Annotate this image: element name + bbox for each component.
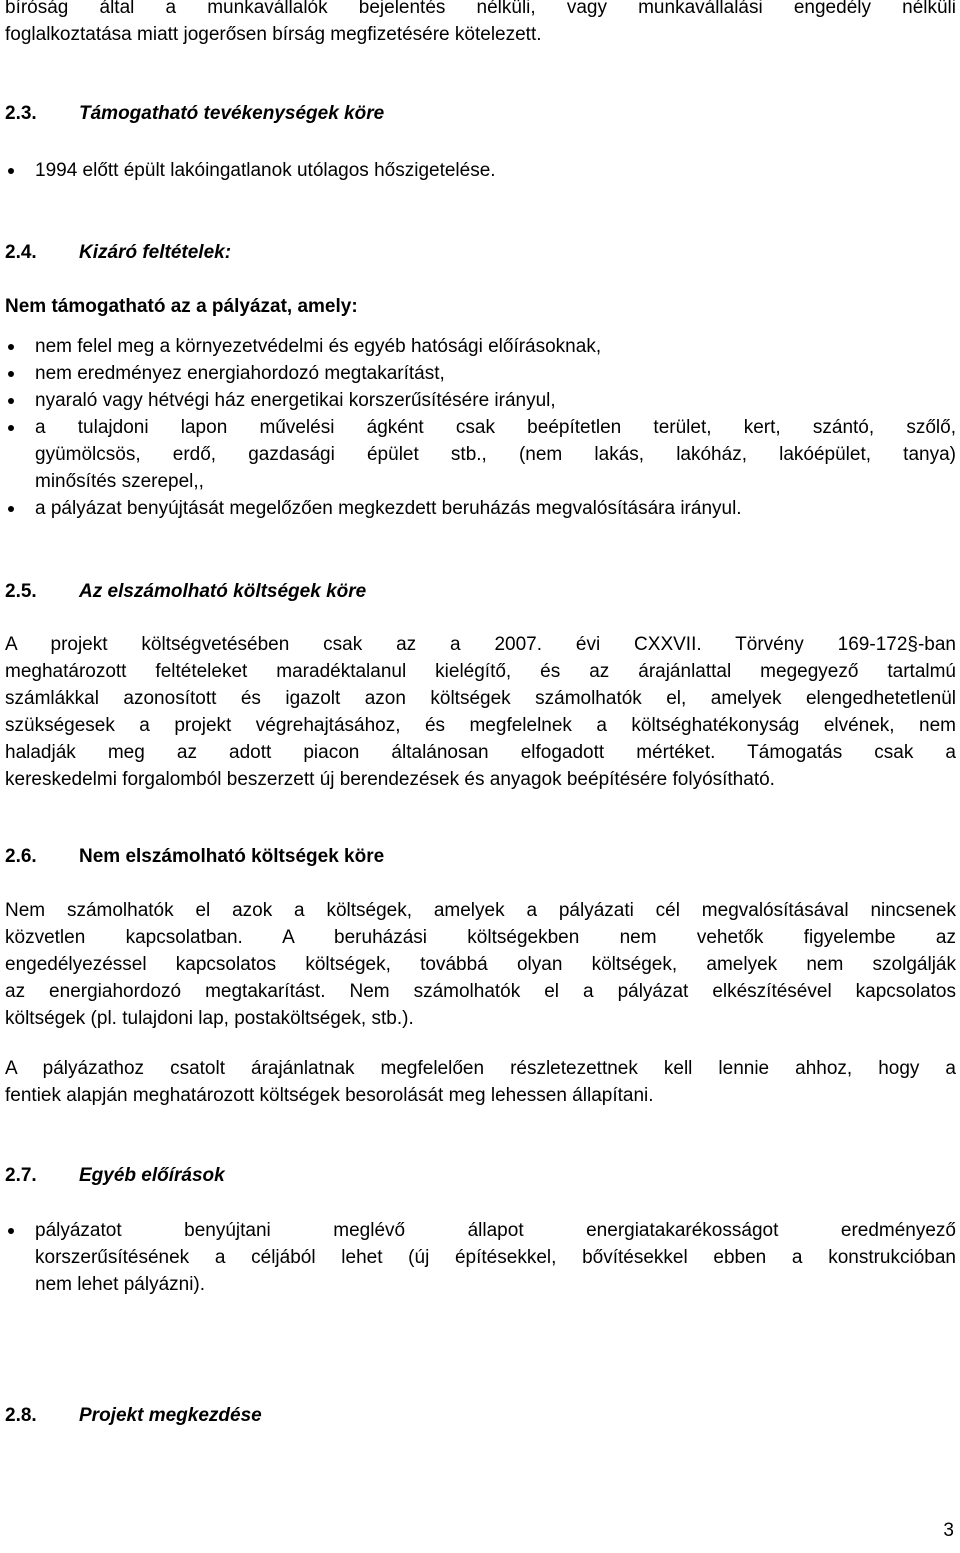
list-item-text: nem eredményez energiahordozó megtakarítást, (35, 363, 445, 384)
list-item-text: 1994 előtt épült lakóingatlanok utólagos hőszigetelése. (35, 160, 496, 181)
section-title: Kizáró feltételek: (79, 242, 232, 263)
text-line: foglalkoztatása miatt jogerősen bírság megfizetésére kötelezett. (5, 24, 542, 45)
bullet-icon (8, 398, 14, 404)
text-line: engedélyezéssel kapcsolatos költségek, továbbá olyan költségek, amelyek nem szolgálják (5, 954, 956, 975)
list-item-text: nem lehet pályázni). (35, 1274, 206, 1295)
paragraph-2-5 (5, 631, 956, 793)
list-item (0, 495, 956, 522)
list-item (0, 333, 956, 360)
text-line: kereskedelmi forgalomból beszerzett új berendezések és anyagok beépítésére folyósítható. (5, 769, 775, 790)
text-line: A pályázathoz csatolt árajánlatnak megfelelően részletezettnek kell lennie ahhoz, hogy a (5, 1058, 956, 1079)
section-number: 2.4. (5, 242, 37, 263)
section-title: Az elszámolható költségek köre (79, 581, 367, 602)
text-line: Nem számolhatók el azok a költségek, amelyek a pályázati cél megvalósításával nincsenek (5, 900, 956, 921)
list-item-text: minősítés szerepel,, (35, 471, 204, 492)
bullet-icon (8, 425, 14, 431)
section-heading-2-5 (5, 578, 366, 605)
section-number: 2.5. (5, 581, 37, 602)
paragraph-2-6-a (5, 897, 956, 1032)
text-line: meghatározott feltételeket maradéktalanul kielégítő, és az árajánlattal megegyező tartalmú (5, 661, 956, 682)
list-item-text: nyaraló vagy hétvégi ház energetikai korszerűsítésére irányul, (35, 390, 556, 411)
list-item-text: a pályázat benyújtását megelőzően megkezdett beruházás megvalósítására irányul. (35, 498, 742, 519)
section-heading-2-3 (5, 100, 384, 127)
text-line: költségek (pl. tulajdoni lap, postaköltségek, stb.). (5, 1008, 414, 1029)
intro-paragraph (5, 0, 956, 48)
section-heading-2-7 (5, 1162, 225, 1189)
bullet-list-2-7 (0, 1217, 956, 1298)
section-number: 2.8. (5, 1405, 37, 1426)
text-line: közvetlen kapcsolatban. A beruházási költségekben nem vehetők figyelembe az (5, 927, 956, 948)
text-line: szükségesek a projekt végrehajtásához, és megfelelnek a költséghatékonyság elvének, nem (5, 715, 956, 736)
section-title: Nem elszámolható költségek köre (79, 846, 385, 867)
section-number: 2.7. (5, 1165, 37, 1186)
section-lead: Nem támogatható az a pályázat, amely: (5, 296, 358, 317)
bullet-icon (8, 371, 14, 377)
text-line: haladják meg az adott piacon általánosan elfogadott mértéket. Támogatás csak a (5, 742, 956, 763)
list-item-text: a tulajdoni lapon művelési ágként csak beépítetlen terület, kert, szántó, szőlő, (35, 417, 956, 438)
bullet-list-2-3 (0, 157, 956, 184)
list-item-text: nem felel meg a környezetvédelmi és egyéb hatósági előírásoknak, (35, 336, 602, 357)
text-line: bíróság által a munkavállalók bejelentés nélküli, vagy munkavállalási engedély nélküli (5, 0, 956, 18)
list-item (0, 387, 956, 414)
text-line: számlákkal azonosított és igazolt azon költségek számolhatók el, amelyek elengedhetetlenül (5, 688, 956, 709)
section-heading-2-4 (5, 239, 231, 266)
text-line: fentiek alapján meghatározott költségek besorolását meg lehessen állapítani. (5, 1085, 654, 1106)
section-title: Projekt megkezdése (79, 1405, 262, 1426)
section-heading-2-6 (5, 843, 384, 870)
section-heading-2-8 (5, 1402, 262, 1429)
bullet-icon (8, 506, 14, 512)
list-item-text: pályázatot benyújtani meglévő állapot energiatakarékosságot eredményező (35, 1220, 956, 1241)
section-title: Egyéb előírások (79, 1165, 225, 1186)
text-line: az energiahordozó megtakarítást. Nem számolhatók el a pályázat elkészítésével kapcsolatos (5, 981, 956, 1002)
list-item-text: gyümölcsös, erdő, gazdasági épület stb., (nem lakás, lakóház, lakóépület, tanya) (35, 444, 956, 465)
bullet-icon (8, 344, 14, 350)
bullet-list-2-4 (0, 333, 956, 522)
list-item (0, 414, 956, 495)
list-item (0, 1217, 956, 1298)
list-item (0, 360, 956, 387)
section-title: Támogatható tevékenységek köre (79, 103, 385, 124)
paragraph-2-6-b (5, 1055, 956, 1109)
bullet-icon (8, 1228, 14, 1234)
bullet-icon (8, 168, 14, 174)
text-line: A projekt költségvetésében csak az a 2007. évi CXXVII. Törvény 169-172§-ban (5, 634, 956, 655)
list-item (0, 157, 956, 184)
page-number: 3 (943, 1520, 954, 1541)
section-number: 2.6. (5, 846, 37, 867)
list-item-text: korszerűsítésének a céljából lehet (új építésekkel, bővítésekkel ebben a konstrukcióban (35, 1247, 956, 1268)
section-number: 2.3. (5, 103, 37, 124)
